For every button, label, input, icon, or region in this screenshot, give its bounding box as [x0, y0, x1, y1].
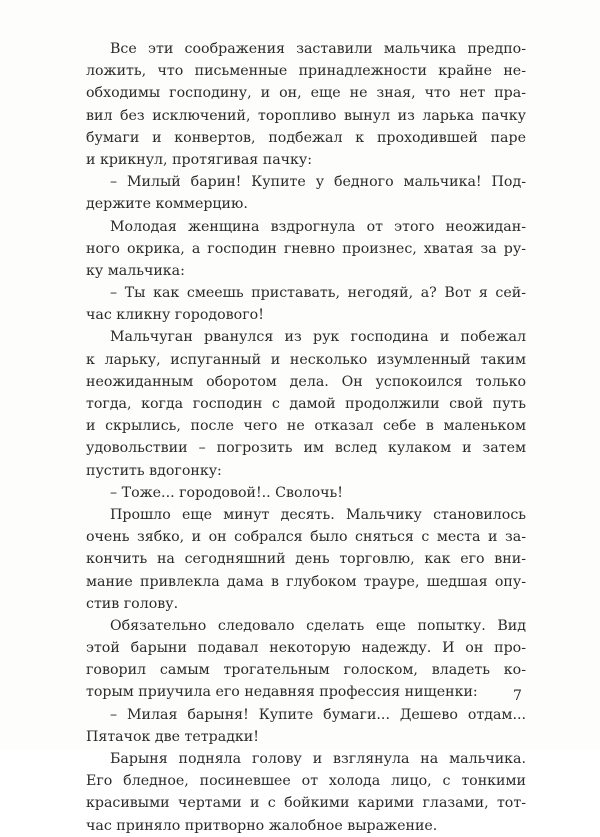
text-line: тогда, когда господин с дамой продолжили свой путь — [86, 396, 526, 412]
text-line: Его бледное, посиневшее от холода лицо, с тонкими — [86, 773, 526, 790]
text-line: этой барыни подавал некоторую надежду. И он про- — [86, 640, 526, 657]
page-number: 7 — [513, 688, 522, 704]
text-line: час приняло притворно жалобное выражение. — [86, 817, 438, 834]
text-line: Пятачок две тетрадки! — [86, 728, 259, 745]
text-line: ного окрика, а господин гневно произнес, хватая за ру- — [86, 240, 526, 257]
text-line: пустить вдогонку: — [86, 462, 222, 479]
text-line: ложить, что письменные принадлежности крайне не- — [86, 63, 526, 80]
text-line: обходимы господину, и он, еще не зная, что нет пра- — [86, 85, 526, 102]
text-line: Обязательно следовало сделать еще попытку. Вид — [110, 617, 526, 634]
text-line: – Милый барин! Купите у бедного мальчика! Под- — [110, 174, 526, 191]
text-line: – Ты как смеешь приставать, негодяй, а? Вот я сей- — [110, 285, 526, 302]
text-line: – Милая барыня! Купите бумаги... Дешево отдам... — [110, 706, 526, 723]
text-line: удовольствии – погрозить им вслед кулаком и затем — [86, 440, 526, 457]
text-line: кончить на сегодняшний день торговлю, как его вни- — [86, 551, 526, 568]
text-line: торым приучила его недавняя профессия нищенки: — [86, 684, 478, 701]
text-line: очень зябко, и он собрался было сняться с места и за- — [86, 529, 526, 546]
text-line: неожиданным оборотом дела. Он успокоился только — [86, 373, 526, 390]
text-line: мание привлекла дама в глубоком трауре, шедшая опу- — [86, 573, 526, 590]
text-line: вил без исключений, торопливо вынул из ларька пачку — [86, 107, 526, 124]
text-line: Все эти соображения заставили мальчика предпо- — [110, 41, 526, 57]
text-line: Барыня подняла голову и взглянула на мальчика. — [110, 751, 526, 767]
text-line: красивыми чертами и с бойкими карими глазами, тот- — [86, 795, 526, 812]
text-line: ку мальчика: — [86, 262, 185, 279]
text-line: Мальчуган рванулся из рук господина и побежал — [110, 329, 526, 346]
text-line: Молодая женщина вздрогнула от этого неожидан- — [110, 218, 526, 235]
text-line: держите коммерцию. — [86, 196, 248, 213]
text-line: и крикнул, протягивая пачку: — [86, 151, 313, 168]
text-line: – Тоже... городовой!.. Сволочь! — [110, 484, 343, 501]
text-line: час кликну городового! — [86, 307, 264, 324]
text-line: Прошло еще минут десять. Мальчику становилось — [110, 506, 526, 523]
text-line: стив голову. — [86, 595, 179, 612]
text-line: и скрылись, после чего не отказал себе в маленьком — [86, 418, 526, 435]
body-text — [86, 38, 526, 837]
text-line: говорил самым трогательным голоском, владеть ко- — [86, 662, 526, 679]
text-line: бумаги и конвертов, подбежал к проходившей паре — [86, 129, 526, 146]
text-line: к ларьку, испуганный и несколько изумленный таким — [86, 351, 526, 368]
